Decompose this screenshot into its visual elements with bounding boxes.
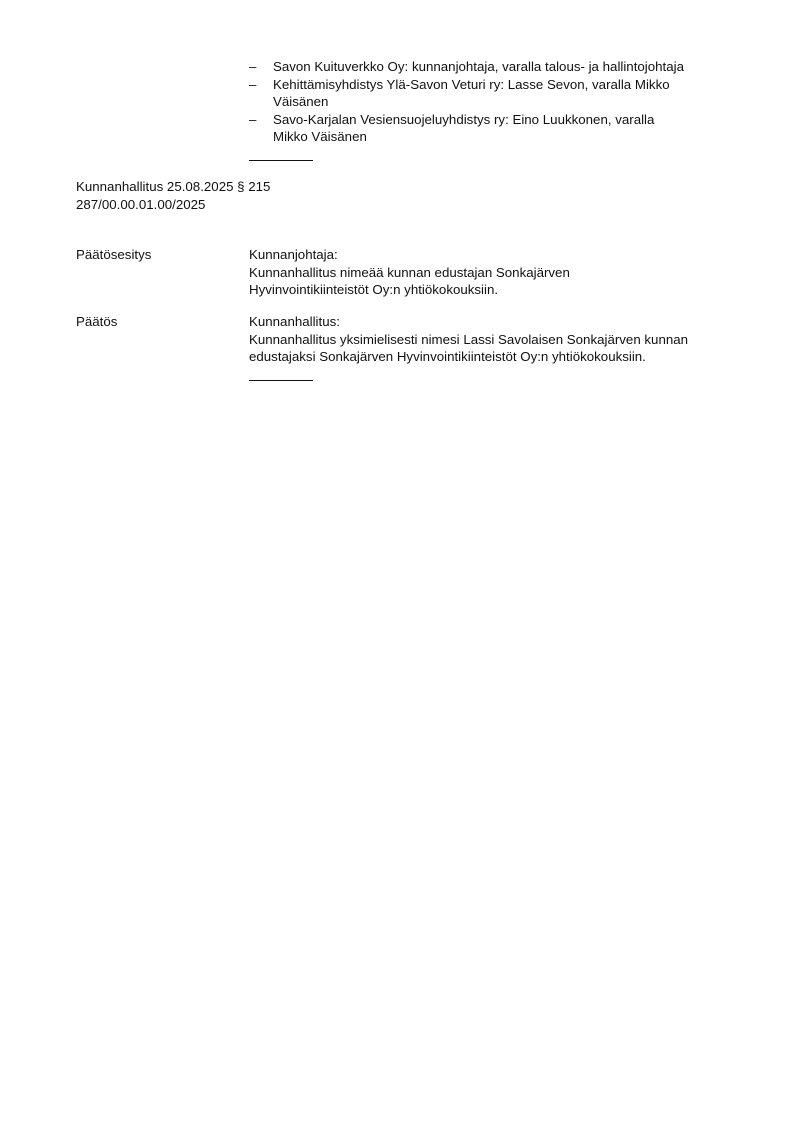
case-number: 287/00.00.01.00/2025: [76, 196, 206, 212]
decision-body: [249, 313, 739, 366]
decision-label: Päätös: [76, 314, 118, 329]
list-item: [249, 58, 749, 76]
proposal-body: [249, 246, 739, 299]
dash-bullet: –: [249, 76, 257, 92]
dash-bullet: –: [249, 111, 257, 127]
list-item: [249, 76, 749, 111]
meeting-heading: Kunnanhallitus 25.08.2025 § 215: [76, 179, 271, 194]
proposal-text: Kunnanhallitus nimeää kunnan edustajan Sonkajärven: [249, 264, 570, 280]
decision-maker: Kunnanhallitus:: [249, 314, 340, 329]
representative-list: [249, 58, 749, 146]
dash-bullet: –: [249, 59, 257, 74]
list-item-text: Savo-Karjalan Vesiensuojeluyhdistys ry: Eino Luukkonen, varalla: [273, 111, 655, 127]
proposal-presenter: Kunnanjohtaja:: [249, 247, 338, 262]
proposal-text-continued: Hyvinvointikiinteistöt Oy:n yhtiökokouksiin.: [249, 282, 499, 297]
list-item-text-continued: Väisänen: [273, 94, 329, 109]
section-divider: [249, 160, 313, 161]
list-item-text-continued: Mikko Väisänen: [273, 129, 367, 144]
list-item-text: Kehittämisyhdistys Ylä-Savon Veturi ry: Lasse Sevon, varalla Mikko: [273, 76, 670, 92]
decision-text: Kunnanhallitus yksimielisesti nimesi Lassi Savolaisen Sonkajärven kunnan: [249, 331, 689, 347]
list-item: [249, 111, 749, 146]
meeting-header: [76, 178, 476, 213]
proposal-label: Päätösesitys: [76, 247, 152, 262]
list-item-text: Savon Kuituverkko Oy: kunnanjohtaja, varalla talous- ja hallintojohtaja: [273, 59, 684, 74]
decision-text-continued: edustajaksi Sonkajärven Hyvinvointikiinteistöt Oy:n yhtiökokouksiin.: [249, 349, 646, 364]
section-divider: [249, 380, 313, 381]
